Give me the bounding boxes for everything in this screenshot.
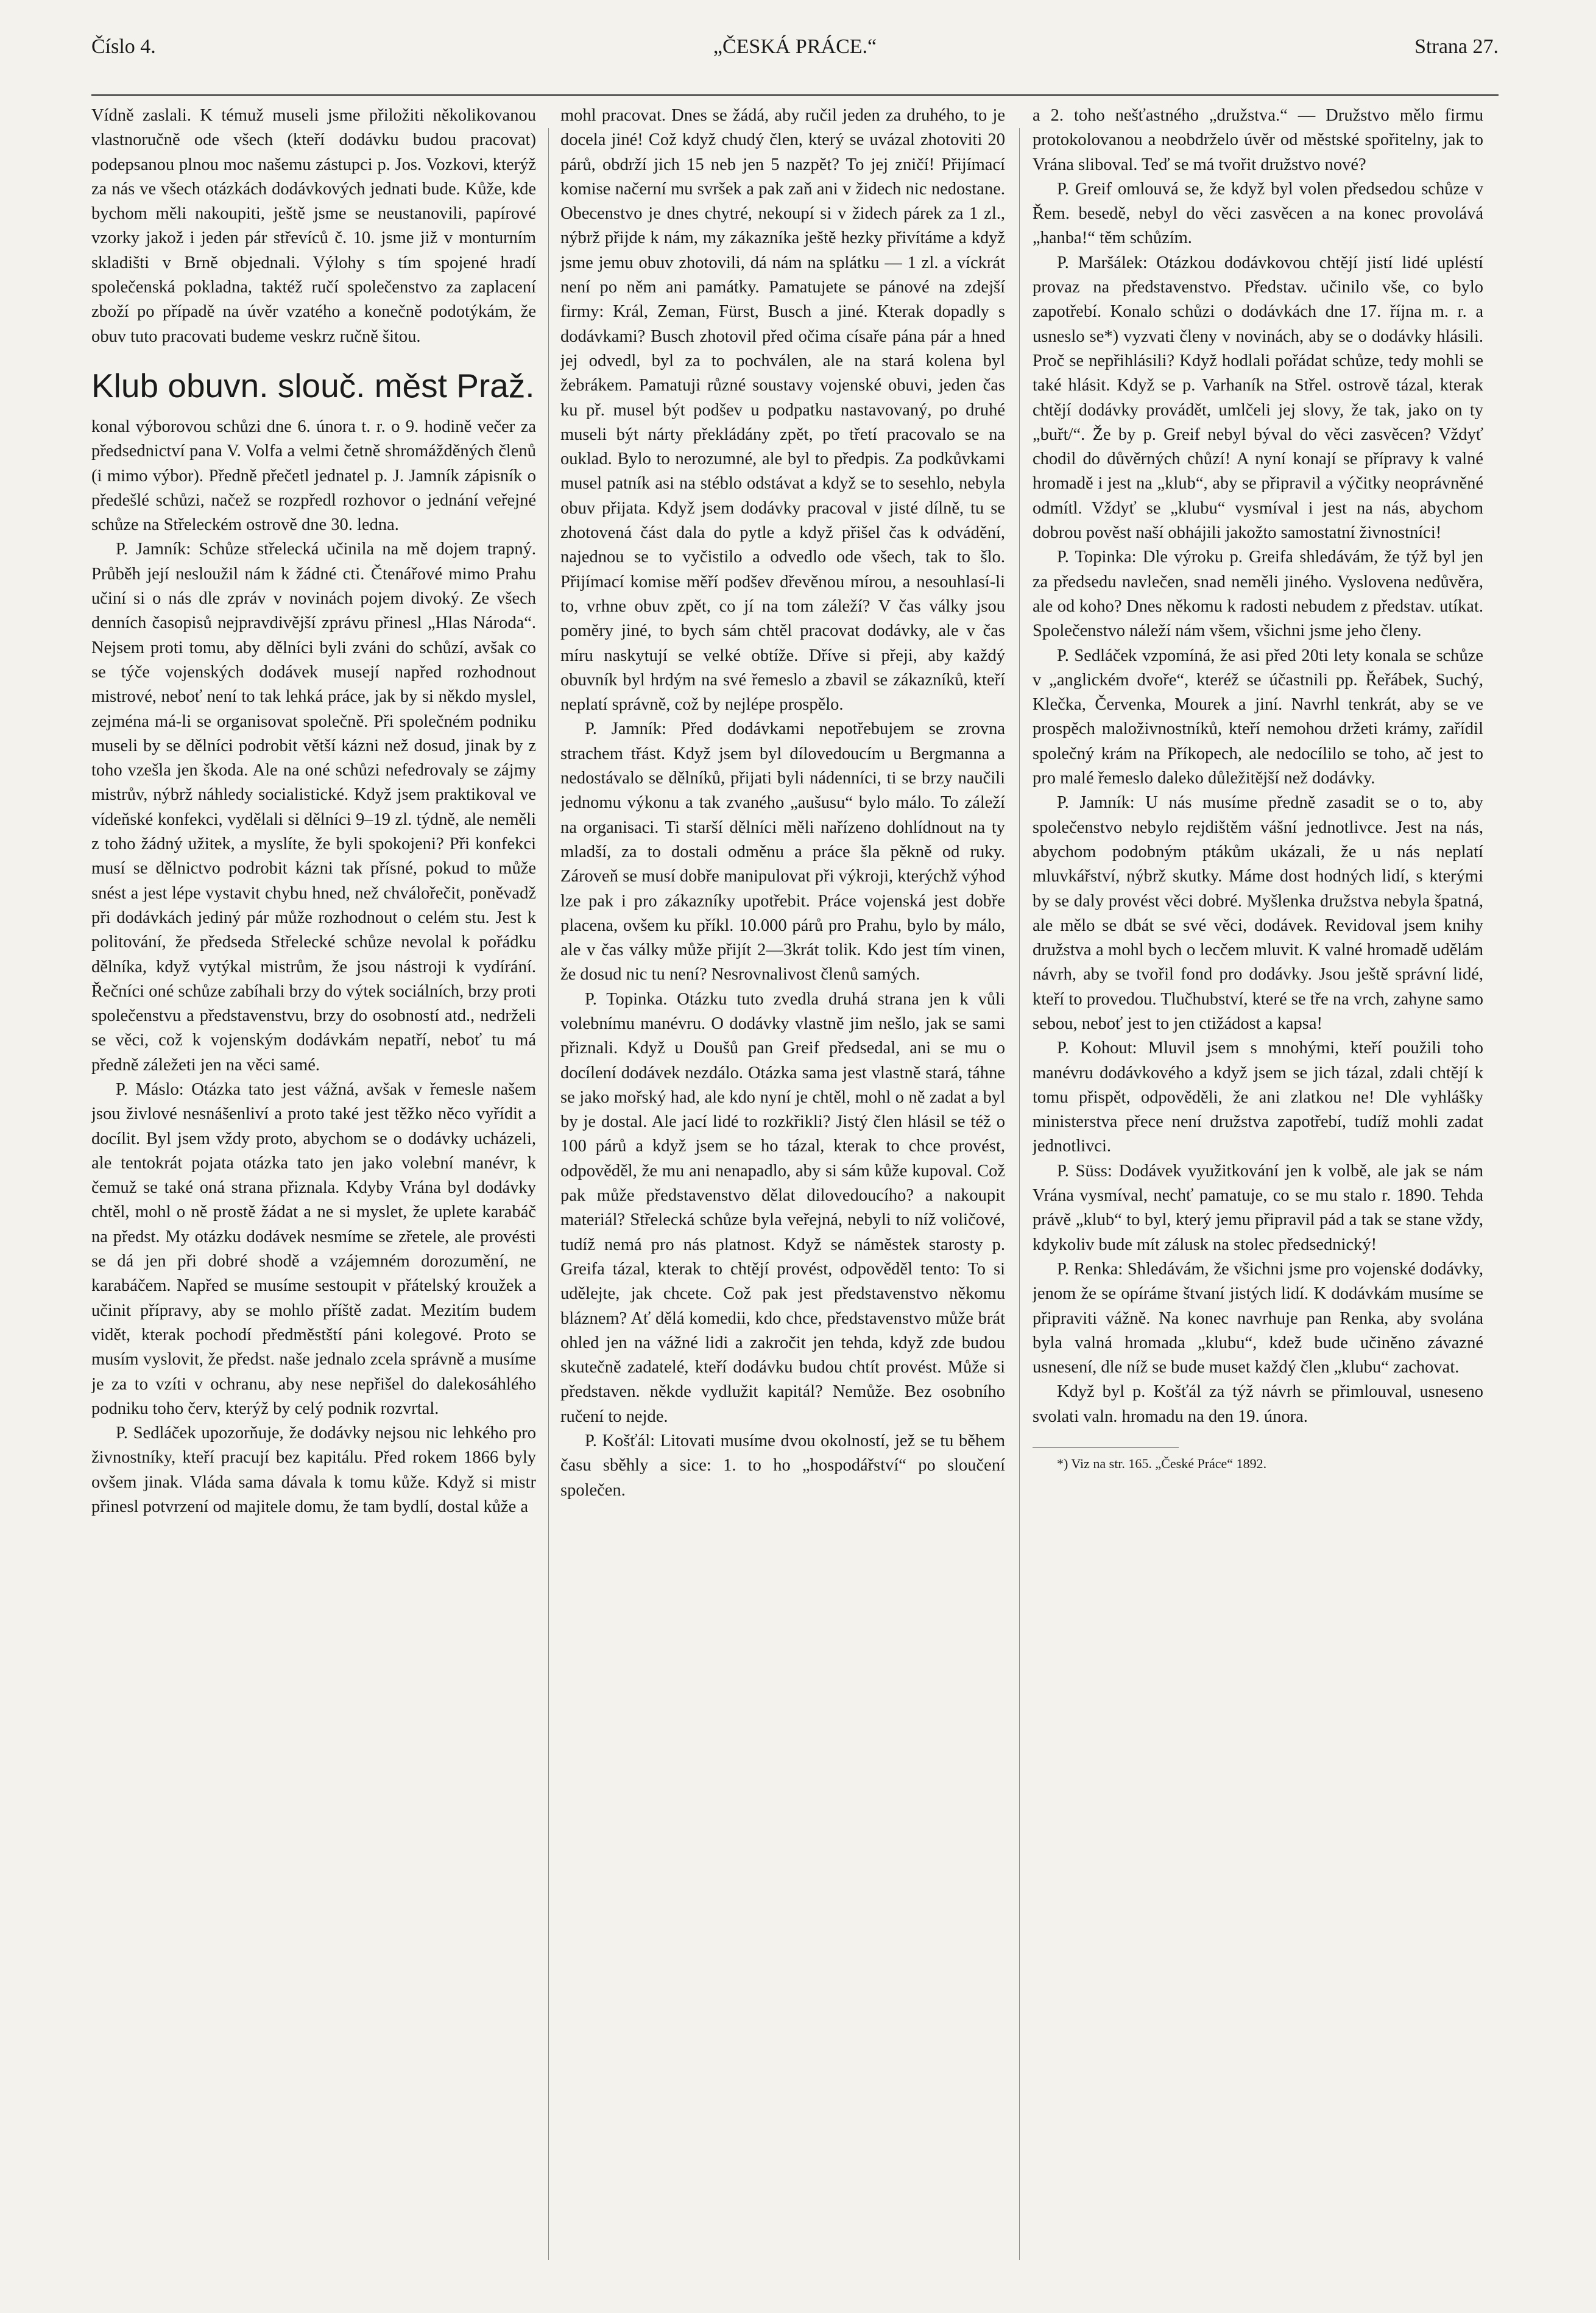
paragraph: P. Jamník: Schůze střelecká učinila na mě dojem trapný. Průběh její nesloužil nám k žádné cti. Čtenářové mimo Prahu učiní si o nás dle zpráv v novinách pojem divoký. Ze všech denních časopisů nejpravdivější zprávu přinesl „Hlas Národa“. Nejsem proti tomu, aby dělníci byli zváni do schůzí, avšak co se týče vojenských dodávek musejí napřed rozhodnout mistrové, neboť není to tak lehká práce, jak by si někdo myslel, zejména má-li se organisovat společně. Při společném podniku museli by se dělníci podrobit větší kázni než dosud, jinak by z toho vzešla jen škoda. Ale na oné schůzi nefedrovaly se zájmy mistrův, nýbrž náhledy socialistické. Když jsem praktikoval ve vídeňské konfekci, vydělali si dělníci 9–19 zl. týdně, ale neměli z toho žádný užitek, a myslíte, že byli spokojeni? Při konfekci musí se dělnictvo podrobit kázni tak přísné, pokud to může snést a jest lépe vystavit chybu hned, než chválořečit, poněvadž při dodávkách jediný pár může rozhodnout o celém stu. Jest k politování, že předseda Střelecké schůze nevolal k pořádku dělníka, když vytýkal mistrům, že jsou nástroji k vydírání. Řečníci oné schůze zabíhali brzy do výtek sociálních, brzy proti společenstvu a představenstvu, brzy do osobností atd., nedrželi se věci, což k vojenským dodávkám nepatří, neboť tu má předně záležeti jen na věci samé.: [91, 540, 536, 1075]
header-rule: [91, 94, 1499, 96]
column-2: [560, 104, 1005, 2272]
intro-paragraph: Vídně zaslali. K témuž museli jsme přiložiti několikovanou vlastnoručně ode všech (kteří dodávku budou pracovat) podepsanou plnou moc našemu zástupci p. Jos. Vozkovi, kterýž za nás ve všech otázkách dodávkových jednati bude. Kůže, kde bychom měli nakoupiti, ještě jsme se neustanovili, papírové vzorky jakož i jeden pár střevíců č. 10. jsme již v monturním skladišti v Brně objednali. Výlohy s tím spojené hradí společenská pokladna, taktéž ručí společenstvo za zaplacení zboží po případě na úvěr vzatého a konečně podotýkám, že obuv tuto pracovati budeme veskrz ručně šitou.: [91, 106, 536, 346]
paragraph: P. Topinka: Dle výroku p. Greifa shledávám, že týž byl jen za předsedu navlečen, snad neměli jiného. Vyslovena nedůvěra, ale od koho? Dnes někomu k radosti nebudem z představ. utíkat. Společenstvo náleží nám všem, všichni jsme jeho členy.: [1033, 548, 1483, 641]
paragraph: P. Topinka. Otázku tuto zvedla druhá strana jen k vůli volebnímu manévru. O dodávky vlastně jim nešlo, jak se sami přiznali. Když u Doušů pan Greif předsedal, ani se mu o docílení dodávek nezdálo. Otázka sama jest vlastně stará, táhne se jako mořský had, ale kdo nyní je chtěl, mohl o ně zadat a byl by je dostal. Ale jací lidé to rozkřikli? Jistý člen hlásil se též o 100 párů a když jsem se ho tázal, kterak to chce provést, odpověděl, že mu ani nenapadlo, aby si sám kůže kupoval. Což pak může představenstvo dělat dilovedoucího? a nakoupit materiál? Střelecká schůze byla veřejná, nebyli to níž voličové, tudíž nemá pro nás platnost. Když se náměstek starosty p. Greifa tázal, kterak to chtějí provést, odpověděl tento: To si udělejte, jak chcete. Což pak jest představenstvo někomu bláznem? Ať dělá komedii, kdo chce, představenstvo může brát ohled jen na vážné lidi a zakročit jen tehda, když zde budou skutečně zadatelé, kteří dodávku budou chtít provést. Může si představen. někde vydlužit kapitál? Nemůže. Bez osobního ručení to nejde.: [560, 989, 1005, 1426]
paragraph: P. Maršálek: Otázkou dodávkovou chtějí jistí lidé upléstí provaz na představenstvo. Představ. učinilo vše, co bylo zapotřebí. Konalo schůzi o dodávkách dne 17. října m. r. a usneslo se*) vyzvati členy v novinách, aby se o dodávky hlásili. Proč se nepřihlásili? Když hodlali pořádat schůze, tedy mohli se také hlásit. Když se p. Varhaník na Střel. ostrově tázal, kterak chtějí dodávky provádět, umlčeli jej slovy, že tak, jako on ty „buřt/“. Že by p. Greif nebyl býval do věci zasvěcen? Vždyť chodil do důvěrných chůzí! A nyní konají se přípravy k valné hromadě i jest na „klub“, aby se připravil a výčitky neoprávněné odmítl. Vždyť se „klubu“ vysmíval i jest na nás, abychom dobrou pověst naší obhájili jakožto samostatní živnostníci!: [1033, 253, 1483, 543]
footnote-rule: [1033, 1447, 1179, 1448]
paragraph: mohl pracovat. Dnes se žádá, aby ručil jeden za druhého, to je docela jiné! Což když chudý člen, který se uvázal zhotoviti 20 párů, obdrží jich 15 neb jen 5 nazpět? To jej zničí! Přijímací komise načerní mu svršek a pak zaň ani v židech nic nedostane. Obecenstvo je dnes chytré, nekoupí si v židech párek za 1 zl., nýbrž přijde k nám, my zákazníka ještě hezky přivítáme a když jsme jemu obuv zhotovili, dá nám na splátku — 1 zl. a víckrát není po něm ani památky. Pamatujete se pánové na zdejší firmy: Král, Zeman, Fürst, Busch a jiné. Kterak dopadly s dodávkami? Busch zhotovil před očima císaře pána pár a hned jej odvedl, byl za to pochválen, ale na stará kolena byl žebrákem. Pamatuji různé soustavy vojenské obuvi, jeden čas ku př. musel být podšev u podpatku nastavovaný, po druhé museli být nárty překládány zpět, po třetí pracovalo se na ouklad. Bylo to nerozumné, ale byl to předpis. Za podkůvkami musel patník asi na stéblo odstávat a když se to sesehlo, nebyla obuv přijata. Když jsem dodávky pracoval v jisté dílně, tu se zhotovená část dala do pytle a když přišel čas k odvádění, najednou se to vyčistilo a odvedlo ode všech, tak to šlo. Přijímací komise měří podšev dřevěnou mírou, a nesouhlasí-li to, vrhne obuv zpět, co jí na tom záleží? V čas války jsou poměry jiné, to bych sám chtěl pracovat dodávky, ale v čas míru naskytují se velké obtíže. Dříve si přeji, aby každý obuvník byl hrdým na své řemeslo a zbavil se zákazníků, kteří neplatí správně, což by nejlépe prospělo.: [560, 106, 1005, 715]
page-header: [91, 35, 1499, 72]
page-number: Strana 27.: [1414, 35, 1499, 58]
column-1: [91, 104, 536, 2272]
issue-number: Číslo 4.: [91, 35, 156, 58]
paragraph: P. Jamník: Před dodávkami nepotřebujem se zrovna strachem třást. Když jsem byl dílovedoucím u Bergmanna a nedostávalo se dělníků, přijati byli nádenníci, ti se brzy naučili jednomu výkonu a tak zvaného „aušusu“ bylo málo. To záleží na organisaci. Ti starší dělníci měli nařízeno dohlídnout na ty mladší, za to dostali odměnu a práce šla pěkně od ruky. Zároveň se musí dobře manipulovat při výkroji, kterýchž výhod lze pak i pro zákazníky upotřebit. Práce vojenská jest dobře placena, ovšem ku příkl. 10.000 párů pro Prahu, bylo by málo, ale v čas války může přijít 2—3krát tolik. Kdo jest tím vinen, že dosud nic tu není? Nesrovnalivost členů samých.: [560, 719, 1005, 984]
paragraph: P. Sedláček vzpomíná, že asi před 20ti lety konala se schůze v „anglickém dvoře“, kteréž se účastnili pp. Řeřábek, Suchý, Klečka, Červenka, Mourek a jiní. Navrhl tenkrát, aby se ve prospěch maloživnostníků, kteří nemohou držeti krámy, zařídil společný krám na Příkopech, ale nedocílilo se toho, ač jest to pro malé řemeslo daleko důležitější než dodávky.: [1033, 646, 1483, 788]
paragraph: P. Süss: Dodávek využitkování jen k volbě, ale jak se nám Vrána vysmíval, nechť pamatuje, co se mu stalo r. 1890. Tehda právě „klub“ to byl, který jemu připravil pád a tak se stane vždy, kdykoliv bude mít zálusk na stolec předsednický!: [1033, 1161, 1483, 1254]
column-divider: [1019, 128, 1020, 2260]
paragraph: a 2. toho nešťastného „družstva.“ — Družstvo mělo firmu protokolovanou a neobdrželo úvěr od městské spořitelny, jak to Vrána sliboval. Teď se má tvořit družstvo nové?: [1033, 106, 1483, 174]
paragraph: Když byl p. Košťál za týž návrh se přimlouval, usneseno svolati valn. hromadu na den 19. února.: [1033, 1382, 1483, 1426]
footnote: *) Viz na str. 165. „České Práce“ 1892.: [1057, 1456, 1267, 1472]
column-3: [1033, 104, 1483, 2272]
paragraph: P. Kohout: Mluvil jsem s mnohými, kteří použili toho manévru dodávkového a když jsem se jich tázal, zdali chtějí k tomu přispět, odpověděli, že ani zlatkou ne! Dle vyhlášky ministerstva přece není družstva zapotřebí, tudíž mohli zadat jednotlivci.: [1033, 1039, 1483, 1156]
paragraph: P. Greif omlouvá se, že když byl volen předsedou schůze v Řem. besedě, nebyl do věci zasvěcen a na konec provolává „hanba!“ těm schůzím.: [1033, 179, 1483, 248]
newspaper-title: „ČESKÁ PRÁCE.“: [713, 35, 877, 58]
paragraph: konal výborovou schůzi dne 6. února t. r. o 9. hodině večer za předsednictví pana V. Volfa a velmi četně shromážděných členů (i mimo výbor). Předně přečetl jednatel p. J. Jamník zápisník o předešlé schůzi, načež se rozpředl rozhovor o jednání veřejné schůze na Střeleckém ostrově dne 30. ledna.: [91, 417, 536, 535]
paragraph: P. Renka: Shledávám, že všichni jsme pro vojenské dodávky, jenom že se opíráme štvaní jistých lidí. K dodávkám musíme se připraviti vážně. Na konec navrhuje pan Renka, aby svolána byla valná hromada „klubu“, kdež bude učiněno závazné usnesení, dle níž se bude muset každý člen „klubu“ zachovat.: [1033, 1259, 1483, 1377]
paragraph: P. Košťál: Litovati musíme dvou okolností, jež se tu během času sběhly a sice: 1. to ho „hospodářství“ po sloučení společen.: [560, 1432, 1005, 1500]
section-title: Klub obuvn. slouč. měst Praž.: [91, 366, 535, 404]
paragraph: P. Máslo: Otázka tato jest vážná, avšak v řemesle našem jsou živlové nesnášenliví a proto také jest těžko něco vyřídit a docílit. Byl jsem vždy proto, abychom se o dodávky ucházeli, ale tentokrát pojata otázka tato jen jako volební manévr, k čemuž se také oná strana přiznala. Kdyby Vrána byl dodávky chtěl, mohl o ně prostě žádat a ne si myslet, že uplete karabáč na předst. My otázku dodávek nesmíme se zřetele, ale provésti se dá jen při dobré shodě a vzájemném dorozumění, ne karabáčem. Napřed se musíme sestoupit v přátelský kroužek a učinit přípravy, aby se mohlo příště zadat. Mezitím budem vidět, kterak pochodí předměstští páni kolegové. Proto se musím vyslovit, že předst. naše jednalo zcela správně a musíme je za to vzíti v ochranu, aby nese nepřišel do dalekosáhlého podniku toho červ, kterýž by celý podnik rozvrtal.: [91, 1079, 536, 1418]
paragraph: P. Sedláček upozorňuje, že dodávky nejsou nic lehkého pro živnostníky, kteří pracují bez kapitálu. Před rokem 1866 byly ovšem jinak. Vláda sama dávala k tomu kůže. Když si mistr přinesl potvrzení od majitele domu, že tam bydlí, dostal kůže a: [91, 1424, 536, 1517]
paragraph: P. Jamník: U nás musíme předně zasadit se o to, aby společenstvo nebylo rejdištěm vášní jednotlivce. Jest na nás, abychom podobným ptákům ukázali, že u nás neplatí mluvkářství, nýbrž skutky. Máme dost hodných lidí, s kterými by se daly provést věci dobré. Myšlenka družstva nebyla špatná, ale mělo se dbát se své věci, dodávek. Revidoval jsem knihy družstva a mohl bych o lecčem mluvit. K valné hromadě udělám návrh, aby se tvořil fond pro dodávky. Jsou ještě správní lidé, kteří to provedou. Tlučhubství, které se tře na vrch, zahyne samo sebou, neboť jest to jen ctižádost a kapsa!: [1033, 793, 1483, 1033]
column-divider: [548, 128, 549, 2260]
